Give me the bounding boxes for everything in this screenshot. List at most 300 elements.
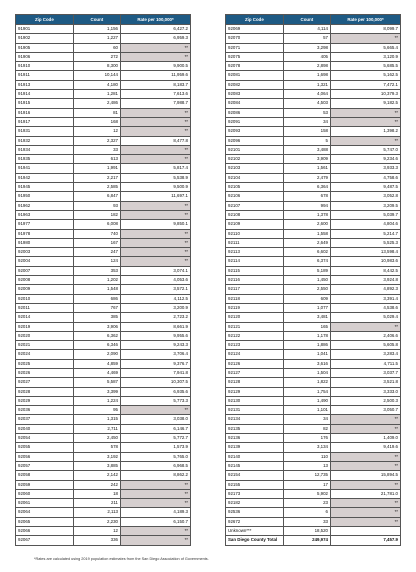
rate-cell <box>331 527 401 536</box>
zip-code-cell: 92071 <box>226 43 284 52</box>
count-cell: 13 <box>283 461 330 470</box>
table-row <box>16 303 191 312</box>
table-row <box>226 52 401 61</box>
table-row <box>16 173 191 182</box>
table-row <box>226 452 401 461</box>
count-cell: 2,450 <box>73 434 120 443</box>
rate-cell: 6,146.7 <box>121 424 191 433</box>
count-cell: 34 <box>283 117 330 126</box>
table-row <box>16 127 191 136</box>
rate-cell: 8,477.8 <box>121 136 191 145</box>
zip-code-cell: 92056 <box>16 452 74 461</box>
count-cell: 6,364 <box>283 183 330 192</box>
zip-code-cell: 92075 <box>226 52 284 61</box>
table-row <box>16 471 191 480</box>
rate-header: Rate per 100,000* <box>331 15 401 25</box>
count-cell: 1,202 <box>73 276 120 285</box>
zip-code-cell: Unknown*** <box>226 527 284 536</box>
rate-cell: 11,697.1 <box>121 192 191 201</box>
rate-cell: 3,521.8 <box>331 378 401 387</box>
rate-cell: 2,406.6 <box>331 331 401 340</box>
table-row <box>16 52 191 61</box>
rate-cell: 1,398.2 <box>331 127 401 136</box>
rate-cell: 10,307.5 <box>121 378 191 387</box>
rate-cell: 4,892.3 <box>331 285 401 294</box>
table-row <box>16 378 191 387</box>
table-row <box>16 220 191 229</box>
zip-code-cell: 92007 <box>16 266 74 275</box>
count-cell: 385 <box>73 313 120 322</box>
zip-code-cell: 92136 <box>226 434 284 443</box>
count-cell: 182 <box>73 210 120 219</box>
count-cell: 12 <box>73 127 120 136</box>
count-cell: 4,064 <box>283 90 330 99</box>
table-row <box>16 62 191 71</box>
zip-code-cell: 92008 <box>16 276 74 285</box>
count-cell: 93 <box>73 201 120 210</box>
right-table-header-row <box>226 15 401 25</box>
zip-code-cell: 92011 <box>16 303 74 312</box>
table-row <box>226 322 401 331</box>
zip-code-cell: 92120 <box>226 313 284 322</box>
table-row <box>16 489 191 498</box>
table-row <box>226 257 401 266</box>
zip-code-cell: 91911 <box>16 71 74 80</box>
count-header: Count <box>283 15 330 25</box>
count-cell: 578 <box>73 443 120 452</box>
zip-code-cell: 92081 <box>226 71 284 80</box>
zip-code-cell: 92086 <box>226 108 284 117</box>
table-row <box>16 43 191 52</box>
count-cell: 82 <box>283 424 330 433</box>
count-cell: 1,077 <box>283 303 330 312</box>
table-row <box>16 229 191 238</box>
table-row <box>226 229 401 238</box>
table-row <box>226 424 401 433</box>
table-row <box>226 313 401 322</box>
rate-cell: 4,189.3 <box>121 508 191 517</box>
count-cell: 4,859 <box>73 359 120 368</box>
table-row <box>226 434 401 443</box>
zip-code-cell: 91941 <box>16 164 74 173</box>
rate-cell: ** <box>121 248 191 257</box>
zip-code-cell: 92082 <box>226 80 284 89</box>
rate-cell: 4,112.5 <box>121 294 191 303</box>
rate-cell: 4,538.6 <box>331 303 401 312</box>
zip-code-cell: 92027 <box>16 378 74 387</box>
count-cell: 1,178 <box>283 331 330 340</box>
rate-cell: 3,283.4 <box>331 350 401 359</box>
table-row <box>16 183 191 192</box>
zip-code-cell: 92104 <box>226 173 284 182</box>
rate-cell: 4,804.6 <box>331 220 401 229</box>
left-zip-table <box>15 14 191 546</box>
count-cell: 242 <box>73 480 120 489</box>
zip-code-cell: 92066 <box>16 527 74 536</box>
zip-code-cell: 91963 <box>16 210 74 219</box>
rate-cell: 9,234.6 <box>331 155 401 164</box>
count-cell: 33 <box>283 517 330 526</box>
left-table-body <box>16 25 191 546</box>
rate-cell: 5,817.4 <box>121 164 191 173</box>
zip-code-cell: 92108 <box>226 210 284 219</box>
rate-cell: 3,933.3 <box>331 164 401 173</box>
zip-code-cell: 91945 <box>16 183 74 192</box>
zip-code-cell: 92084 <box>226 99 284 108</box>
zip-code-cell: 92060 <box>16 489 74 498</box>
table-row <box>226 117 401 126</box>
count-cell: 2,600 <box>283 220 330 229</box>
count-cell: 1,548 <box>73 285 120 294</box>
count-cell: 81 <box>73 108 120 117</box>
table-row <box>226 396 401 405</box>
rate-cell: 5,772.7 <box>121 434 191 443</box>
count-cell: 247 <box>73 248 120 257</box>
rate-cell: ** <box>331 480 401 489</box>
count-cell: 994 <box>283 201 330 210</box>
rate-cell: 3,333.0 <box>331 387 401 396</box>
rate-cell: 2,500.3 <box>331 396 401 405</box>
table-row <box>16 117 191 126</box>
count-cell: 34 <box>283 415 330 424</box>
rate-cell: ** <box>121 145 191 154</box>
count-cell: 23 <box>283 499 330 508</box>
zip-code-cell: 91980 <box>16 238 74 247</box>
rate-cell: 8,661.9 <box>121 322 191 331</box>
zip-code-cell: 92126 <box>226 359 284 368</box>
count-cell: 1,754 <box>283 387 330 396</box>
zip-code-cell: 92014 <box>16 313 74 322</box>
rate-cell: ** <box>121 201 191 210</box>
table-row <box>226 136 401 145</box>
zip-code-cell: 92064 <box>16 508 74 517</box>
rate-cell: 3,924.8 <box>331 276 401 285</box>
rate-cell: ** <box>121 406 191 415</box>
zip-code-cell: 92119 <box>226 303 284 312</box>
zip-code-cell: 92140 <box>226 452 284 461</box>
count-cell: 6 <box>283 508 330 517</box>
zip-code-cell: 92127 <box>226 368 284 377</box>
count-cell: 2,649 <box>283 238 330 247</box>
rate-cell: 6,968.5 <box>121 461 191 470</box>
count-cell: 176 <box>283 434 330 443</box>
rate-cell: 6,427.2 <box>121 25 191 34</box>
rate-cell: ** <box>121 480 191 489</box>
count-cell: 165 <box>283 322 330 331</box>
table-row <box>16 313 191 322</box>
count-cell: 1,101 <box>283 406 330 415</box>
rate-cell: 4,053.6 <box>121 276 191 285</box>
zip-code-cell: 91914 <box>16 90 74 99</box>
table-row <box>16 80 191 89</box>
count-cell: 10,144 <box>73 71 120 80</box>
count-cell: 5,902 <box>283 489 330 498</box>
rate-cell: 5,685.5 <box>331 62 401 71</box>
count-cell: 2,711 <box>73 424 120 433</box>
count-cell: 1,041 <box>283 350 330 359</box>
rate-cell: 3,706.4 <box>121 350 191 359</box>
zip-code-cell: 92103 <box>226 164 284 173</box>
rate-cell: ** <box>121 489 191 498</box>
count-cell: 4,114 <box>283 25 330 34</box>
table-row <box>16 368 191 377</box>
rate-cell: 3,572.1 <box>121 285 191 294</box>
table-row <box>16 341 191 350</box>
table-row <box>16 155 191 164</box>
table-row <box>226 443 401 452</box>
count-cell: 1,224 <box>73 396 120 405</box>
rate-cell: 3,038.0 <box>121 415 191 424</box>
rate-cell: 5,538.9 <box>121 173 191 182</box>
count-cell: 3,616 <box>283 359 330 368</box>
count-cell: 5,587 <box>73 378 120 387</box>
rate-cell: 5,665.4 <box>331 43 401 52</box>
table-row <box>16 248 191 257</box>
table-row <box>226 71 401 80</box>
count-cell: 8,300 <box>73 62 120 71</box>
zip-code-cell: 92130 <box>226 396 284 405</box>
zip-code-cell: 92058 <box>16 471 74 480</box>
table-row <box>226 80 401 89</box>
zip-code-cell: 91962 <box>16 201 74 210</box>
table-row <box>16 480 191 489</box>
table-row <box>16 350 191 359</box>
zip-code-cell: 92070 <box>226 34 284 43</box>
count-cell: 1,227 <box>73 34 120 43</box>
zip-code-cell: 91910 <box>16 62 74 71</box>
zip-code-cell: 91935 <box>16 155 74 164</box>
table-row <box>16 536 191 545</box>
table-row <box>226 173 401 182</box>
rate-cell: ** <box>331 461 401 470</box>
rate-cell: 9,419.6 <box>331 443 401 452</box>
rate-cell: ** <box>331 424 401 433</box>
count-cell: 2,550 <box>283 285 330 294</box>
table-row <box>16 266 191 275</box>
zip-code-cell: 92115 <box>226 266 284 275</box>
rate-cell: 7,988.7 <box>121 99 191 108</box>
zip-code-cell: 91977 <box>16 220 74 229</box>
zip-code-cell: 92024 <box>16 350 74 359</box>
count-cell: 1,698 <box>283 71 330 80</box>
table-row <box>226 25 401 34</box>
table-row <box>16 294 191 303</box>
rate-cell: 6,150.7 <box>121 517 191 526</box>
rate-cell: ** <box>331 322 401 331</box>
zip-code-cell: 91902 <box>16 34 74 43</box>
zip-code-cell: 92109 <box>226 220 284 229</box>
count-cell: 1,281 <box>73 90 120 99</box>
zip-code-cell: 92020 <box>16 331 74 340</box>
zip-code-cell: 91950 <box>16 192 74 201</box>
rate-cell: ** <box>331 34 401 43</box>
table-row <box>16 99 191 108</box>
rate-cell: 9,955.6 <box>121 331 191 340</box>
left-zip-table-container <box>15 14 191 546</box>
zip-code-cell: San Diego County Total <box>226 536 284 545</box>
table-row <box>16 434 191 443</box>
rate-cell: 5,747.0 <box>331 145 401 154</box>
zip-code-cell: 92123 <box>226 341 284 350</box>
right-zip-table <box>225 14 401 546</box>
zip-code-cell: 92122 <box>226 331 284 340</box>
count-cell: 211 <box>73 499 120 508</box>
zip-code-cell: 92114 <box>226 257 284 266</box>
count-cell: 6,602 <box>283 248 330 257</box>
count-cell: 110 <box>283 452 330 461</box>
rate-cell: 1,409.0 <box>331 434 401 443</box>
table-row <box>16 396 191 405</box>
zip-code-cell: 92065 <box>16 517 74 526</box>
table-row <box>226 415 401 424</box>
table-row <box>226 210 401 219</box>
table-row <box>226 248 401 257</box>
right-zip-table-container <box>225 14 401 546</box>
table-row <box>16 145 191 154</box>
rate-cell: 7,941.8 <box>121 368 191 377</box>
zip-code-cell: 92019 <box>16 322 74 331</box>
table-row <box>226 294 401 303</box>
zip-code-cell: 92139 <box>226 443 284 452</box>
table-row <box>16 508 191 517</box>
rate-cell: ** <box>121 527 191 536</box>
table-row <box>226 499 401 508</box>
zip-code-cell: 92116 <box>226 276 284 285</box>
table-row <box>226 108 401 117</box>
zip-code-cell: 92025 <box>16 359 74 368</box>
count-cell: 124 <box>73 257 120 266</box>
table-row <box>16 517 191 526</box>
zip-code-cell: 91931 <box>16 127 74 136</box>
zip-code-cell: 92054 <box>16 434 74 443</box>
table-row <box>226 285 401 294</box>
table-row <box>16 461 191 470</box>
count-cell: 3,298 <box>283 43 330 52</box>
table-row <box>16 322 191 331</box>
count-cell: 4,469 <box>73 368 120 377</box>
table-row <box>226 368 401 377</box>
count-cell: 1,886 <box>283 341 330 350</box>
rate-cell: 3,037.7 <box>331 368 401 377</box>
count-cell: 1,490 <box>283 396 330 405</box>
rate-cell: ** <box>121 229 191 238</box>
table-row <box>226 341 401 350</box>
table-row <box>226 378 401 387</box>
zip-code-cell: 92036 <box>16 406 74 415</box>
zip-code-cell: 92003 <box>16 248 74 257</box>
rate-cell: 8,862.2 <box>121 471 191 480</box>
count-cell: 3,909 <box>283 155 330 164</box>
zip-code-cell: 92110 <box>226 229 284 238</box>
rate-cell: 5,214.7 <box>331 229 401 238</box>
count-cell: 5 <box>283 136 330 145</box>
count-cell: 249,974 <box>283 536 330 545</box>
table-row <box>226 489 401 498</box>
rate-cell: 5,605.8 <box>331 341 401 350</box>
zip-code-cell: 92028 <box>16 387 74 396</box>
count-cell: 3,192 <box>73 452 120 461</box>
rate-cell: ** <box>331 108 401 117</box>
count-cell: 12,735 <box>283 471 330 480</box>
count-cell: 3,134 <box>283 443 330 452</box>
rate-cell: ** <box>331 136 401 145</box>
count-cell: 609 <box>283 294 330 303</box>
count-cell: 6,362 <box>73 331 120 340</box>
zip-code-cell: 91901 <box>16 25 74 34</box>
rate-cell: ** <box>331 452 401 461</box>
count-cell: 6,008 <box>73 220 120 229</box>
count-cell: 613 <box>73 155 120 164</box>
count-cell: 6,847 <box>73 192 120 201</box>
count-cell: 686 <box>73 294 120 303</box>
zip-code-cell: 92129 <box>226 387 284 396</box>
count-cell: 678 <box>283 192 330 201</box>
count-cell: 168 <box>73 117 120 126</box>
zip-code-cell: 92037 <box>16 415 74 424</box>
count-cell: 2,113 <box>73 508 120 517</box>
zip-code-cell: 92117 <box>226 285 284 294</box>
rate-cell: ** <box>331 117 401 126</box>
count-cell: 353 <box>73 266 120 275</box>
rate-cell: 1,573.9 <box>121 443 191 452</box>
table-row <box>226 303 401 312</box>
zip-code-cell: 92121 <box>226 322 284 331</box>
zip-code-cell: 92061 <box>16 499 74 508</box>
zip-code-cell: 92004 <box>16 257 74 266</box>
table-row <box>226 387 401 396</box>
table-row <box>226 508 401 517</box>
rate-cell: 5,765.0 <box>121 452 191 461</box>
rate-cell: ** <box>331 517 401 526</box>
count-cell: 2,217 <box>73 173 120 182</box>
zip-code-cell: 91906 <box>16 52 74 61</box>
table-row <box>16 192 191 201</box>
rate-cell: 4,758.6 <box>331 173 401 182</box>
zip-code-cell: 91913 <box>16 80 74 89</box>
table-row <box>16 257 191 266</box>
zip-code-cell: 92107 <box>226 201 284 210</box>
table-row <box>226 99 401 108</box>
rate-cell: ** <box>121 499 191 508</box>
zip-code-cell: 91942 <box>16 173 74 182</box>
count-cell: 53 <box>283 108 330 117</box>
rate-cell: 3,200.9 <box>121 303 191 312</box>
zip-code-cell: 92096 <box>226 136 284 145</box>
table-row <box>16 331 191 340</box>
rate-cell: ** <box>121 43 191 52</box>
table-row <box>16 34 191 43</box>
zip-code-cell: 92131 <box>226 406 284 415</box>
rate-cell: ** <box>121 127 191 136</box>
table-row <box>226 359 401 368</box>
rate-cell: 21,781.0 <box>331 489 401 498</box>
count-cell: 2,898 <box>283 62 330 71</box>
zip-code-cell: 92124 <box>226 350 284 359</box>
zip-code-cell: 92145 <box>226 461 284 470</box>
right-table-body <box>226 25 401 546</box>
table-row <box>226 192 401 201</box>
rate-cell: 3,052.8 <box>331 192 401 201</box>
rate-cell: 5,525.3 <box>331 238 401 247</box>
table-row <box>16 527 191 536</box>
table-row <box>226 536 401 545</box>
rate-cell: 7,457.9 <box>331 536 401 545</box>
table-row <box>16 238 191 247</box>
table-row <box>16 164 191 173</box>
table-row <box>16 359 191 368</box>
rate-cell: 3,391.4 <box>331 294 401 303</box>
zip-code-cell: 91978 <box>16 229 74 238</box>
